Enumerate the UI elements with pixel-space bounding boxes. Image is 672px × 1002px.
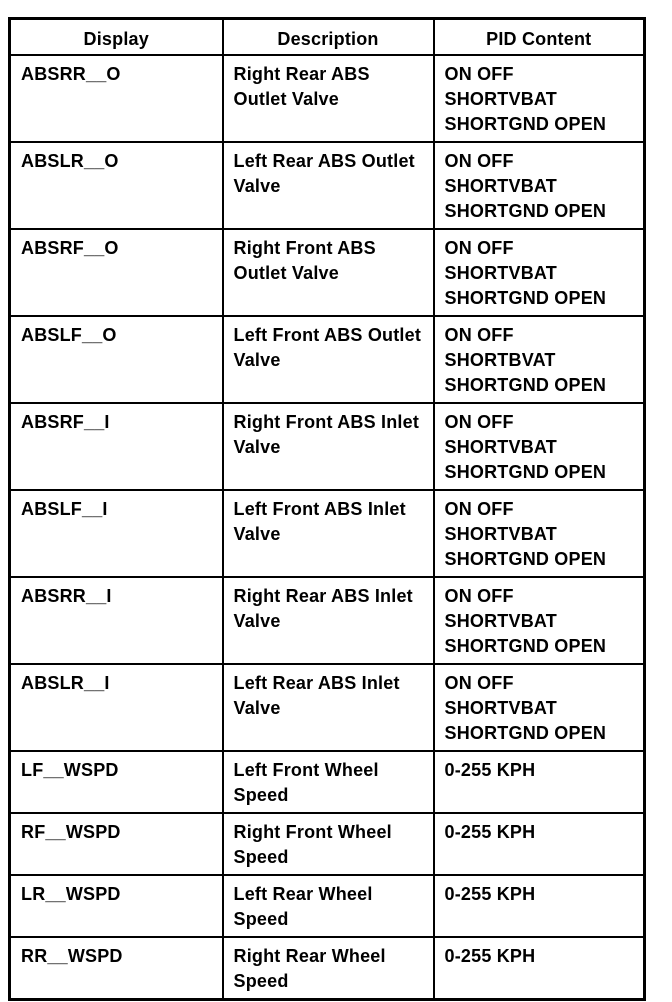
table-row	[10, 664, 645, 751]
table-row	[10, 875, 645, 937]
pid-value: SHORTGND OPEN	[444, 288, 607, 308]
pid-value: SHORTGND OPEN	[444, 201, 607, 221]
pid-value: SHORTGND OPEN	[444, 462, 607, 482]
display-cell: ABSRR__I	[10, 577, 223, 664]
table-row	[10, 403, 645, 490]
pid-value: ON OFF	[444, 412, 514, 432]
display-cell: LF__WSPD	[10, 751, 223, 813]
pid-value: SHORTVBAT	[444, 698, 557, 718]
pid-value: SHORTVBAT	[444, 611, 557, 631]
pid-cell	[434, 664, 645, 751]
table-row	[10, 55, 645, 142]
header-row	[10, 19, 645, 56]
pid-value: 0-255 KPH	[444, 760, 536, 780]
description-cell: Right Front ABS Inlet Valve	[223, 403, 434, 490]
pid-cell	[434, 577, 645, 664]
description-cell: Left Rear ABS Inlet Valve	[223, 664, 434, 751]
pid-value: ON OFF	[444, 499, 514, 519]
table-row	[10, 229, 645, 316]
header-pid-content: PID Content	[434, 19, 645, 56]
table-row	[10, 316, 645, 403]
display-cell: LR__WSPD	[10, 875, 223, 937]
pid-value: SHORTGND OPEN	[444, 375, 607, 395]
pid-cell	[434, 142, 645, 229]
table-row	[10, 937, 645, 1000]
pid-value: ON OFF	[444, 151, 514, 171]
pid-value: SHORTBVAT	[444, 350, 556, 370]
header-description: Description	[223, 19, 434, 56]
pid-cell	[434, 55, 645, 142]
pid-value: SHORTGND OPEN	[444, 636, 607, 656]
pid-cell	[434, 403, 645, 490]
pid-value: SHORTGND OPEN	[444, 114, 607, 134]
pid-table	[8, 17, 646, 1001]
pid-value: 0-255 KPH	[444, 884, 536, 904]
header-display: Display	[10, 19, 223, 56]
pid-value: ON OFF	[444, 325, 514, 345]
description-cell: Left Front Wheel Speed	[223, 751, 434, 813]
pid-value: ON OFF	[444, 238, 514, 258]
description-cell: Left Front ABS Outlet Valve	[223, 316, 434, 403]
pid-value: SHORTVBAT	[444, 176, 557, 196]
pid-value: SHORTVBAT	[444, 524, 557, 544]
pid-value: 0-255 KPH	[444, 822, 536, 842]
pid-value: SHORTGND OPEN	[444, 723, 607, 743]
pid-value: ON OFF	[444, 673, 514, 693]
description-cell: Right Rear Wheel Speed	[223, 937, 434, 1000]
table-row	[10, 813, 645, 875]
description-cell: Right Front ABS Outlet Valve	[223, 229, 434, 316]
pid-value: 0-255 KPH	[444, 946, 536, 966]
display-cell: ABSRR__O	[10, 55, 223, 142]
table-row	[10, 751, 645, 813]
pid-cell	[434, 875, 645, 937]
table-body	[10, 55, 645, 1000]
pid-value: ON OFF	[444, 586, 514, 606]
pid-cell	[434, 751, 645, 813]
display-cell: RF__WSPD	[10, 813, 223, 875]
display-cell: ABSLR__I	[10, 664, 223, 751]
pid-cell	[434, 937, 645, 1000]
description-cell: Right Rear ABS Inlet Valve	[223, 577, 434, 664]
description-cell: Right Rear ABS Outlet Valve	[223, 55, 434, 142]
display-cell: ABSRF__I	[10, 403, 223, 490]
pid-cell	[434, 229, 645, 316]
table-row	[10, 490, 645, 577]
table-row	[10, 577, 645, 664]
pid-value: ON OFF	[444, 64, 514, 84]
table-header	[10, 19, 645, 56]
pid-value: SHORTVBAT	[444, 263, 557, 283]
display-cell: ABSRF__O	[10, 229, 223, 316]
pid-value: SHORTGND OPEN	[444, 549, 607, 569]
pid-cell	[434, 490, 645, 577]
description-cell: Left Rear ABS Outlet Valve	[223, 142, 434, 229]
pid-cell	[434, 316, 645, 403]
pid-cell	[434, 813, 645, 875]
description-cell: Left Front ABS Inlet Valve	[223, 490, 434, 577]
pid-value: SHORTVBAT	[444, 437, 557, 457]
description-cell: Right Front Wheel Speed	[223, 813, 434, 875]
display-cell: ABSLF__O	[10, 316, 223, 403]
display-cell: RR__WSPD	[10, 937, 223, 1000]
description-cell: Left Rear Wheel Speed	[223, 875, 434, 937]
pid-value: SHORTVBAT	[444, 89, 557, 109]
table-row	[10, 142, 645, 229]
display-cell: ABSLF__I	[10, 490, 223, 577]
display-cell: ABSLR__O	[10, 142, 223, 229]
